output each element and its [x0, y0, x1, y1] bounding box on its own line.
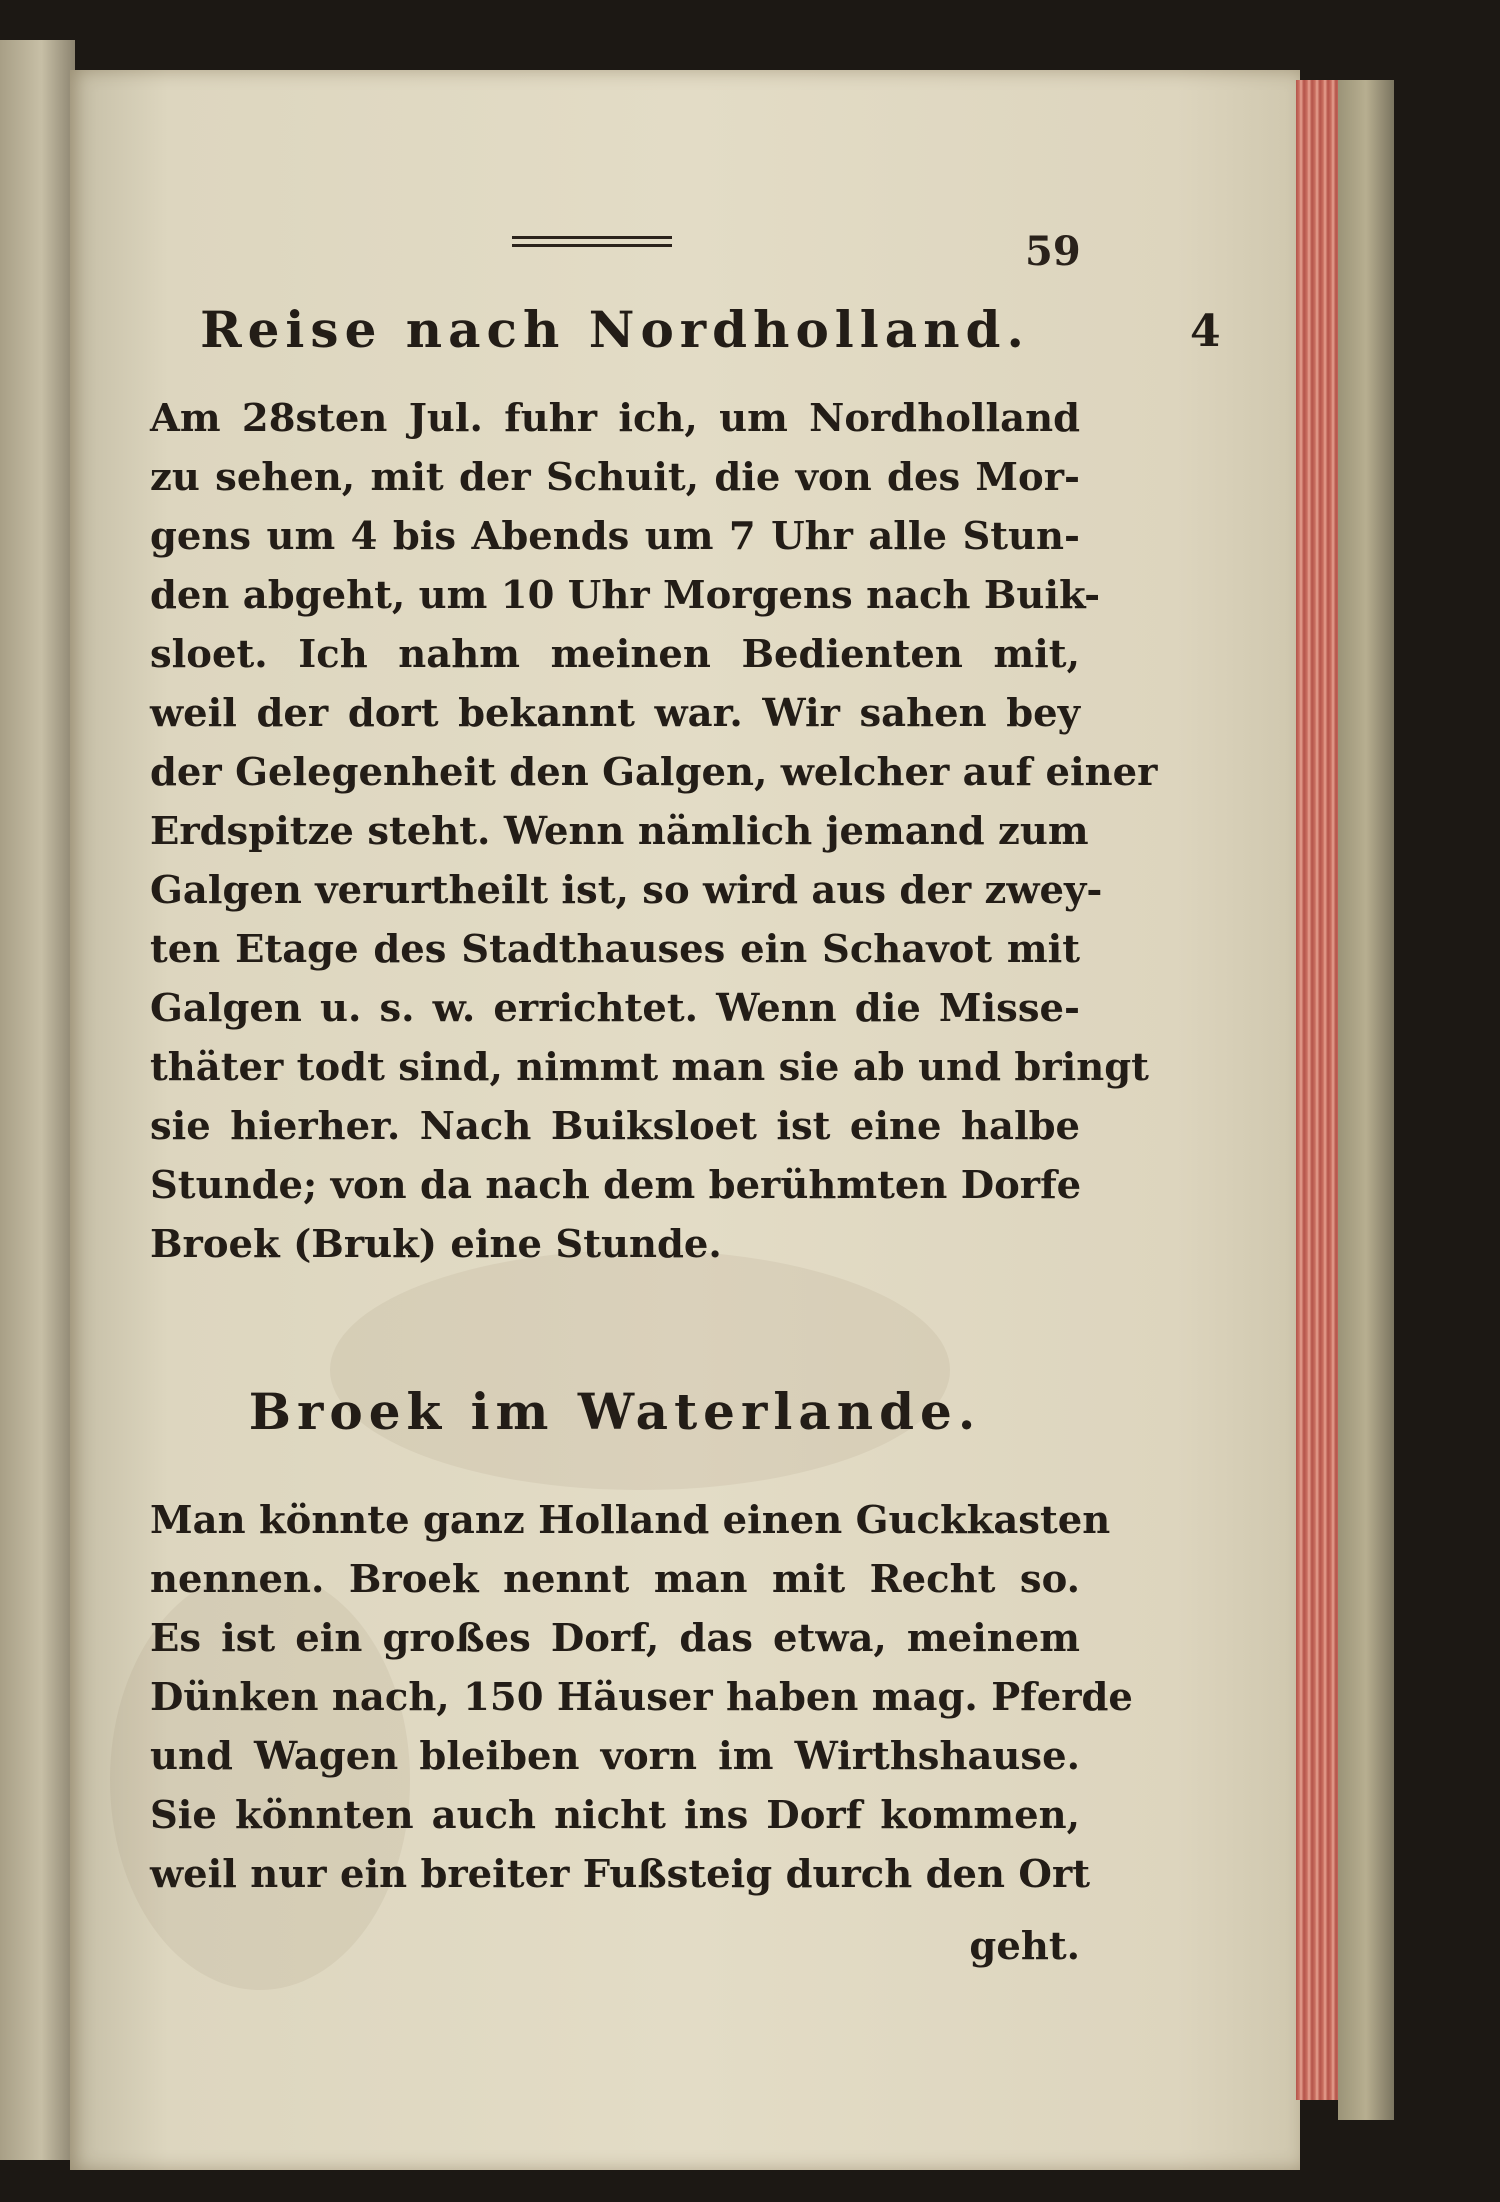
text-line: Erdspitze steht. Wenn nämlich jemand zum: [150, 809, 1089, 854]
text-line: Stunde; von da nach dem berühmten Dorfe: [150, 1163, 1082, 1208]
catchword: geht.: [969, 1924, 1080, 1969]
text-line: Galgen verurtheilt ist, so wird aus der zwey-: [150, 868, 1103, 913]
text-line: der Gelegenheit den Galgen, welcher auf einer: [150, 750, 1158, 795]
section-title: Reise nach Nordholland.: [200, 300, 1030, 359]
book-cover-edge: [1338, 80, 1394, 2120]
text-line: weil nur ein breiter Fußsteig durch den Ort: [150, 1852, 1091, 1897]
facing-page-edge: [0, 40, 75, 2160]
text-line: weil der dort bekannt war. Wir sahen bey: [150, 691, 1080, 736]
text-line: Dünken nach, 150 Häuser haben mag. Pferde: [150, 1675, 1133, 1720]
corner-mark: 4: [1190, 306, 1221, 357]
text-line: Sie könnten auch nicht ins Dorf kommen,: [150, 1793, 1080, 1838]
text-line: Broek (Bruk) eine Stunde.: [150, 1222, 722, 1267]
page-number: 59: [1025, 228, 1081, 275]
text-line: Man könnte ganz Holland einen Guckkasten: [150, 1498, 1111, 1543]
header-rule: [512, 236, 672, 252]
paper-stain: [330, 1250, 950, 1490]
section-title: Broek im Waterlande.: [248, 1382, 982, 1441]
text-line: thäter todt sind, nimmt man sie ab und bringt: [150, 1045, 1149, 1090]
text-line: sloet. Ich nahm meinen Bedienten mit,: [150, 632, 1080, 677]
text-line: den abgeht, um 10 Uhr Morgens nach Buik-: [150, 573, 1101, 618]
text-line: sie hierher. Nach Buiksloet ist eine halbe: [150, 1104, 1080, 1149]
text-line: Am 28sten Jul. fuhr ich, um Nordholland: [150, 396, 1080, 441]
text-line: und Wagen bleiben vorn im Wirthshause.: [150, 1734, 1080, 1779]
text-line: ten Etage des Stadthauses ein Schavot mit: [150, 927, 1080, 972]
text-line: nennen. Broek nennt man mit Recht so.: [150, 1557, 1080, 1602]
text-line: Es ist ein großes Dorf, das etwa, meinem: [150, 1616, 1080, 1661]
text-line: gens um 4 bis Abends um 7 Uhr alle Stun-: [150, 514, 1080, 559]
text-line: zu sehen, mit der Schuit, die von des Mor-: [150, 455, 1080, 500]
text-line: Galgen u. s. w. errichtet. Wenn die Misse-: [150, 986, 1080, 1031]
page-edges-red: [1296, 80, 1338, 2100]
